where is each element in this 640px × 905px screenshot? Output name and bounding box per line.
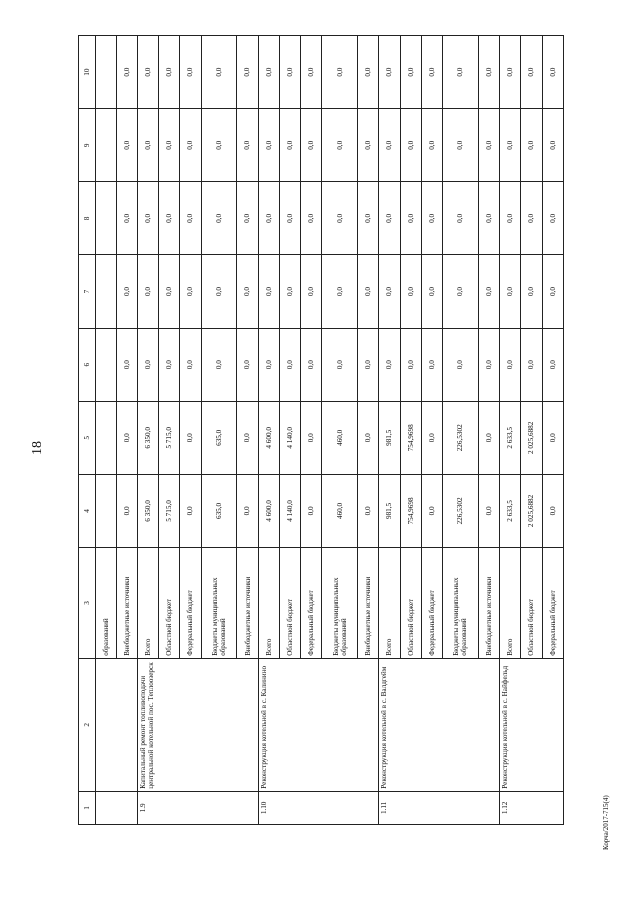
value-cell: 0,0 <box>500 36 521 109</box>
value-cell: 0,0 <box>521 255 542 328</box>
value-cell: 0,0 <box>379 109 400 182</box>
value-cell: 0,0 <box>116 328 137 401</box>
value-cell: 0,0 <box>421 474 442 547</box>
value-cell: 0,0 <box>159 36 180 109</box>
value-cell: 0,0 <box>279 109 300 182</box>
value-cell: 0,0 <box>358 36 379 109</box>
value-cell: 0,0 <box>542 474 563 547</box>
value-cell: 5 715,0 <box>159 401 180 474</box>
value-cell: 0,0 <box>358 109 379 182</box>
header-cell: 6 <box>79 328 96 401</box>
value-cell: 0,0 <box>201 182 237 255</box>
value-cell: 0,0 <box>258 36 279 109</box>
header-cell: 2 <box>79 658 96 791</box>
value-cell: 2 025,6882 <box>521 401 542 474</box>
header-cell: 10 <box>79 36 96 109</box>
value-cell: 0,0 <box>478 109 499 182</box>
funding-source-cell: Всего <box>137 547 158 658</box>
funding-source-cell: Всего <box>258 547 279 658</box>
value-cell: 0,0 <box>500 182 521 255</box>
value-cell: 981,5 <box>379 474 400 547</box>
value-cell: 0,0 <box>521 109 542 182</box>
value-cell: 0,0 <box>237 401 258 474</box>
funding-source-cell: Внебюджетные источники <box>358 547 379 658</box>
table-row <box>379 36 400 825</box>
value-cell: 0,0 <box>322 36 358 109</box>
funding-source-cell: Федеральный бюджет <box>421 547 442 658</box>
value-cell: 0,0 <box>478 36 499 109</box>
funding-source-cell: Областной бюджет <box>521 547 542 658</box>
value-cell: 0,0 <box>542 109 563 182</box>
value-cell: 0,0 <box>500 255 521 328</box>
value-cell: 0,0 <box>237 36 258 109</box>
value-cell: 0,0 <box>400 255 421 328</box>
item-name-cell: Капитальный ремонт топливоподачи центральной котельной пос. Теплоозерск <box>137 658 258 791</box>
funding-source-cell: Федеральный бюджет <box>180 547 201 658</box>
value-cell: 0,0 <box>180 109 201 182</box>
value-cell: 0,0 <box>379 328 400 401</box>
value-cell: 4 600,0 <box>258 474 279 547</box>
value-cell: 0,0 <box>322 328 358 401</box>
value-cell: 226,5302 <box>443 474 479 547</box>
funding-source-cell: Бюджеты муниципальных образований <box>201 547 237 658</box>
funding-source-cell: Внебюджетные источники <box>237 547 258 658</box>
value-cell: 0,0 <box>443 182 479 255</box>
value-cell: 0,0 <box>201 328 237 401</box>
funding-source-cell: Внебюджетные источники <box>478 547 499 658</box>
value-cell: 0,0 <box>478 182 499 255</box>
header-cell: 3 <box>79 547 96 658</box>
value-cell: 981,5 <box>379 401 400 474</box>
value-cell: 0,0 <box>322 182 358 255</box>
value-cell: 0,0 <box>159 328 180 401</box>
value-cell: 0,0 <box>116 109 137 182</box>
value-cell: 0,0 <box>322 255 358 328</box>
budget-table <box>78 35 564 825</box>
table-row <box>96 36 117 825</box>
value-cell <box>96 474 117 547</box>
funding-source-cell: Областной бюджет <box>279 547 300 658</box>
header-cell: 9 <box>79 109 96 182</box>
value-cell: 0,0 <box>521 328 542 401</box>
value-cell: 0,0 <box>542 255 563 328</box>
value-cell: 0,0 <box>421 255 442 328</box>
value-cell: 0,0 <box>301 255 322 328</box>
value-cell: 0,0 <box>443 328 479 401</box>
value-cell: 0,0 <box>322 109 358 182</box>
value-cell: 0,0 <box>258 255 279 328</box>
value-cell: 0,0 <box>180 474 201 547</box>
value-cell: 0,0 <box>358 474 379 547</box>
value-cell <box>96 36 117 109</box>
value-cell: 0,0 <box>201 109 237 182</box>
value-cell <box>96 255 117 328</box>
value-cell: 0,0 <box>180 36 201 109</box>
value-cell: 0,0 <box>201 36 237 109</box>
value-cell: 0,0 <box>116 474 137 547</box>
value-cell: 0,0 <box>258 182 279 255</box>
table-row <box>137 36 158 825</box>
value-cell: 0,0 <box>421 328 442 401</box>
value-cell: 0,0 <box>159 109 180 182</box>
value-cell: 0,0 <box>478 401 499 474</box>
funding-source-cell: Областной бюджет <box>159 547 180 658</box>
value-cell: 0,0 <box>478 328 499 401</box>
value-cell: 0,0 <box>237 255 258 328</box>
value-cell: 0,0 <box>358 182 379 255</box>
value-cell: 0,0 <box>443 109 479 182</box>
value-cell: 0,0 <box>279 328 300 401</box>
page-number: 18 <box>30 441 45 455</box>
value-cell: 0,0 <box>301 401 322 474</box>
item-number-cell: 1.12 <box>500 791 564 824</box>
value-cell: 0,0 <box>500 328 521 401</box>
item-number-cell <box>96 791 138 824</box>
value-cell: 0,0 <box>478 474 499 547</box>
value-cell: 0,0 <box>542 401 563 474</box>
value-cell: 0,0 <box>400 109 421 182</box>
value-cell: 2 633,5 <box>500 401 521 474</box>
header-row <box>79 36 96 825</box>
item-number-cell: 1.11 <box>379 791 500 824</box>
value-cell: 0,0 <box>137 182 158 255</box>
document-code: Корча/2017-715(4) <box>602 795 610 850</box>
value-cell: 0,0 <box>443 255 479 328</box>
value-cell: 0,0 <box>301 182 322 255</box>
value-cell: 0,0 <box>379 255 400 328</box>
value-cell: 0,0 <box>116 255 137 328</box>
value-cell: 0,0 <box>400 328 421 401</box>
item-number-cell: 1.9 <box>137 791 258 824</box>
value-cell: 0,0 <box>159 182 180 255</box>
rotated-table-container <box>78 35 564 825</box>
value-cell: 0,0 <box>116 401 137 474</box>
value-cell: 2 025,6882 <box>521 474 542 547</box>
funding-source-cell: Внебюджетные источники <box>116 547 137 658</box>
header-cell: 7 <box>79 255 96 328</box>
value-cell: 5 715,0 <box>159 474 180 547</box>
value-cell: 0,0 <box>258 109 279 182</box>
value-cell <box>96 182 117 255</box>
funding-source-cell: Всего <box>500 547 521 658</box>
value-cell: 0,0 <box>301 36 322 109</box>
value-cell: 754,9698 <box>400 401 421 474</box>
funding-source-cell: Федеральный бюджет <box>301 547 322 658</box>
funding-source-cell: образований <box>96 547 117 658</box>
value-cell: 4 140,0 <box>279 401 300 474</box>
value-cell: 0,0 <box>358 255 379 328</box>
table-row <box>500 36 521 825</box>
value-cell: 0,0 <box>137 328 158 401</box>
value-cell: 0,0 <box>421 109 442 182</box>
value-cell: 0,0 <box>521 36 542 109</box>
value-cell <box>96 401 117 474</box>
value-cell: 0,0 <box>201 255 237 328</box>
value-cell: 0,0 <box>180 328 201 401</box>
funding-source-cell: Всего <box>379 547 400 658</box>
value-cell: 0,0 <box>116 182 137 255</box>
item-number-cell: 1.10 <box>258 791 379 824</box>
table-row <box>258 36 279 825</box>
header-cell: 1 <box>79 791 96 824</box>
value-cell: 0,0 <box>301 474 322 547</box>
item-name-cell <box>96 658 138 791</box>
value-cell: 0,0 <box>379 182 400 255</box>
value-cell: 0,0 <box>421 401 442 474</box>
header-cell: 8 <box>79 182 96 255</box>
value-cell: 0,0 <box>137 255 158 328</box>
item-name-cell: Реконструкция котельной в с. Найфельд <box>500 658 564 791</box>
value-cell: 0,0 <box>180 401 201 474</box>
value-cell: 0,0 <box>542 36 563 109</box>
value-cell <box>96 109 117 182</box>
value-cell: 226,5302 <box>443 401 479 474</box>
value-cell: 635,0 <box>201 401 237 474</box>
value-cell: 0,0 <box>400 182 421 255</box>
value-cell: 0,0 <box>542 182 563 255</box>
value-cell: 0,0 <box>279 182 300 255</box>
value-cell: 0,0 <box>237 328 258 401</box>
value-cell: 0,0 <box>279 36 300 109</box>
value-cell: 0,0 <box>180 182 201 255</box>
value-cell: 0,0 <box>137 36 158 109</box>
value-cell: 0,0 <box>237 474 258 547</box>
funding-source-cell: Бюджеты муниципальных образований <box>322 547 358 658</box>
value-cell: 0,0 <box>478 255 499 328</box>
value-cell: 0,0 <box>443 36 479 109</box>
funding-source-cell: Бюджеты муниципальных образований <box>443 547 479 658</box>
value-cell: 2 633,5 <box>500 474 521 547</box>
funding-source-cell: Федеральный бюджет <box>542 547 563 658</box>
value-cell <box>96 328 117 401</box>
header-cell: 4 <box>79 474 96 547</box>
item-name-cell: Реконструкция котельной в с. Валдгейм <box>379 658 500 791</box>
value-cell: 0,0 <box>358 401 379 474</box>
value-cell: 0,0 <box>301 109 322 182</box>
funding-source-cell: Областной бюджет <box>400 547 421 658</box>
value-cell: 0,0 <box>137 109 158 182</box>
value-cell: 460,0 <box>322 401 358 474</box>
value-cell: 0,0 <box>400 36 421 109</box>
value-cell: 0,0 <box>180 255 201 328</box>
value-cell: 0,0 <box>521 182 542 255</box>
value-cell: 0,0 <box>421 182 442 255</box>
value-cell: 0,0 <box>159 255 180 328</box>
value-cell: 0,0 <box>500 109 521 182</box>
value-cell: 0,0 <box>301 328 322 401</box>
value-cell: 0,0 <box>237 182 258 255</box>
value-cell: 460,0 <box>322 474 358 547</box>
header-cell: 5 <box>79 401 96 474</box>
value-cell: 0,0 <box>258 328 279 401</box>
value-cell: 6 350,0 <box>137 401 158 474</box>
value-cell: 6 350,0 <box>137 474 158 547</box>
value-cell: 754,9698 <box>400 474 421 547</box>
value-cell: 0,0 <box>421 36 442 109</box>
value-cell: 0,0 <box>279 255 300 328</box>
value-cell: 4 600,0 <box>258 401 279 474</box>
value-cell: 0,0 <box>542 328 563 401</box>
value-cell: 0,0 <box>358 328 379 401</box>
value-cell: 4 140,0 <box>279 474 300 547</box>
item-name-cell: Реконструкция котельной в с. Калинино <box>258 658 379 791</box>
value-cell: 635,0 <box>201 474 237 547</box>
value-cell: 0,0 <box>379 36 400 109</box>
value-cell: 0,0 <box>237 109 258 182</box>
value-cell: 0,0 <box>116 36 137 109</box>
